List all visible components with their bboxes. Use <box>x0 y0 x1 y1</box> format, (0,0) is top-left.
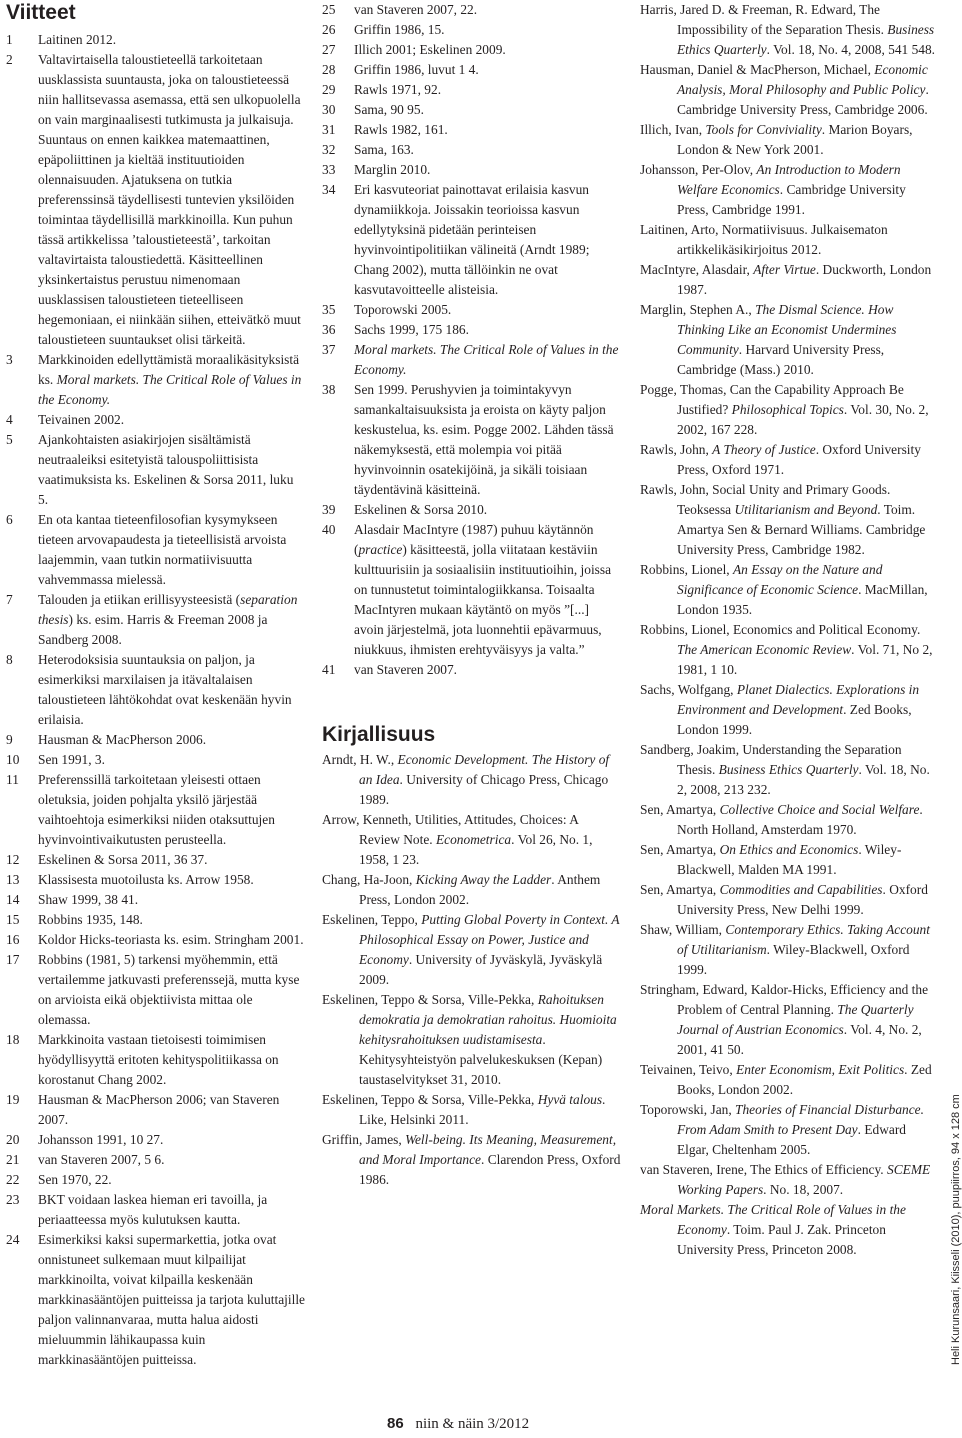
reference-item <box>640 260 940 300</box>
note-number: 17 <box>6 952 20 967</box>
text-run: Valtavirtaisella taloustieteellä tarkoitetaan uusklassista suuntausta, joka on taloustieteessä niin hallitsevassa asemassa, että sen ulkopuolella on vain marginaalisesti tutkimusta ja julkaisuja. Suuntaus on ennen kaikkea matemaattinen, epäpoliittinen ja kieltää instituutioiden olennaisuuden. Ajatuksena on tutkia preferenssinsä täydellisesti tuntevien yksilöiden toimintaa täydellisillä markkinoilla. Kun puhun tässä artikkelissa ’taloustieteestä’, tarkoitan valtavirtaista taloustiedettä. Käsitteellinen yksinkertaistus perustuu nimenomaan uusklassisen taloustieteen tieteelliseen hegemoniaan, ei niinkään siihen, etteivätkö muut taloustieteen suuntaukset olisi tärkeitä. <box>38 52 301 347</box>
italic-text: Business Ethics Quarterly <box>718 762 859 777</box>
text-run: Johansson, Per-Olov, <box>640 162 757 177</box>
note-number: 38 <box>322 382 336 397</box>
note-item <box>322 520 622 660</box>
reference-item <box>640 120 940 160</box>
text-run: Shaw 1999, 38 41. <box>38 892 139 907</box>
reference-item <box>640 220 940 260</box>
note-item <box>322 20 622 40</box>
note-item <box>322 80 622 100</box>
note-item <box>322 300 622 320</box>
note-number: 25 <box>322 2 336 17</box>
italic-text: Econometrica <box>435 832 512 847</box>
note-text <box>38 590 306 650</box>
note-item <box>322 320 622 340</box>
note-text <box>38 1230 306 1370</box>
reference-item <box>640 160 940 220</box>
text-run: . Duckworth, London 1987. <box>677 262 932 297</box>
note-number: 12 <box>6 852 20 867</box>
reference-item <box>640 840 940 880</box>
note-text <box>38 730 306 750</box>
journal-issue: niin & näin 3/2012 <box>415 1416 530 1432</box>
text-run: Marglin 2010. <box>354 162 431 177</box>
text-run: ) ks. esim. Harris & Freeman 2008 ja Sandberg 2008. <box>38 612 268 647</box>
text-run: Toporowski, Jan, <box>640 1102 736 1117</box>
text-run: Shaw, William, <box>640 922 726 937</box>
reference-item <box>640 1200 940 1260</box>
italic-text: Economic Analysis, Moral Philosophy and Public Policy <box>677 62 928 97</box>
reference-item <box>322 810 622 870</box>
text-run: Pogge, Thomas, Can the Capability Approach Be Justified? <box>640 382 904 417</box>
note-number: 2 <box>6 52 13 67</box>
text-run: Sen, Amartya, <box>640 802 720 817</box>
note-item <box>6 770 306 850</box>
text-run: Heterodoksisia suuntauksia on paljon, ja esimerkiksi marxilaisen ja itävaltalaisen taloustieteen lähtökohdat ovat keskenään hyvin erilaisia. <box>38 652 292 727</box>
text-run: Eskelinen, Teppo & Sorsa, Ville-Pekka, <box>322 1092 538 1107</box>
note-item <box>6 1090 306 1130</box>
italic-text: Tools for Conviviality <box>705 122 822 137</box>
references-column <box>640 0 940 1260</box>
image-credit: Heli Kurunsaari, Kiisseli (2010), puupiirros, 94 x 128 cm <box>950 1094 962 1365</box>
page-footer <box>387 1415 529 1433</box>
note-text <box>354 300 622 320</box>
note-item <box>6 730 306 750</box>
text-run: van Staveren 2007. <box>354 662 458 677</box>
text-run: . Zed Books, London 2002. <box>677 1062 932 1097</box>
note-item <box>6 1130 306 1150</box>
italic-text: Moral Markets. The Critical Role of Values in the Economy <box>640 1202 906 1237</box>
note-item <box>322 380 622 500</box>
note-number: 18 <box>6 1032 20 1047</box>
notes-heading: Viitteet <box>6 1 76 24</box>
note-number: 37 <box>322 342 336 357</box>
note-item <box>6 1030 306 1090</box>
note-item <box>322 40 622 60</box>
text-run: van Staveren 2007, 22. <box>354 2 478 17</box>
text-run: Ajankohtaisten asiakirjojen sisältämistä neutraaleiksi esitetyistä talouspoliittisista vaatimuksista ks. Eskelinen & Sorsa 2011, luku 5. <box>38 432 294 507</box>
text-run: Sen, Amartya, <box>640 882 720 897</box>
text-run: . Wiley-Blackwell, Oxford 1999. <box>677 942 910 977</box>
italic-text: An Essay on the Nature and Significance of Economic Science <box>677 562 883 597</box>
note-item <box>6 890 306 910</box>
notes-list-2 <box>322 0 622 680</box>
note-text <box>38 950 306 1030</box>
text-run: Eri kasvuteoriat painottavat erilaisia kasvun dynamiikkoja. Joissakin teorioissa kasvun edellytyksinä pidetään perinteisen hyvinvointipolitiikan välineitä (Arndt 1989; Chang 2002), mutta tällöinkin ne ovat kasvutavoitteelle alisteisia. <box>354 182 590 297</box>
text-run: . Vol 26, No. 1, 1958, 1 23. <box>359 832 593 867</box>
references-list-1 <box>322 750 622 1190</box>
text-run: . Vol. 71, No 2, 1981, 1 10. <box>677 642 933 677</box>
reference-item <box>640 0 940 60</box>
text-run: Rawls 1971, 92. <box>354 82 442 97</box>
note-number: 10 <box>6 752 20 767</box>
note-number: 7 <box>6 592 13 607</box>
text-run: . Vol. 4, No. 2, 2001, 41 50. <box>677 1022 922 1057</box>
text-run: Laitinen, Arto, Normatiivisuus. Julkaisematon artikkelikäsikirjoitus 2012. <box>640 222 888 257</box>
text-run: Robbins, Lionel, <box>640 562 733 577</box>
note-text <box>354 20 622 40</box>
italic-text: Theories of Financial Disturbance. From Adam Smith to Present Day <box>677 1102 924 1137</box>
text-run: Marglin, Stephen A., <box>640 302 756 317</box>
text-run: Sama, 163. <box>354 142 414 157</box>
note-number: 39 <box>322 502 336 517</box>
note-text <box>38 1170 306 1190</box>
text-run: Teivainen, Teivo, <box>640 1062 737 1077</box>
note-text <box>354 80 622 100</box>
text-run: Koldor Hicks-teoriasta ks. esim. Stringham 2001. <box>38 932 304 947</box>
text-run: . Vol. 18, No. 4, 2008, 541 548. <box>766 42 936 57</box>
note-number: 6 <box>6 512 13 527</box>
note-text <box>354 660 622 680</box>
text-run: . Toim. Amartya Sen & Bernard Williams. Cambridge University Press, Cambridge 1982. <box>677 502 926 557</box>
text-run: Robbins, Lionel, Economics and Political Economy. <box>640 622 921 637</box>
note-item <box>6 750 306 770</box>
note-number: 35 <box>322 302 336 317</box>
text-run: van Staveren 2007, 5 6. <box>38 1152 165 1167</box>
italic-text: Collective Choice and Social Welfare <box>719 802 920 817</box>
note-text <box>38 430 306 510</box>
notes-list-1 <box>6 30 306 1370</box>
reference-item <box>640 680 940 740</box>
text-run: . University of Jyväskylä, Jyväskylä 2009. <box>359 952 603 987</box>
note-number: 9 <box>6 732 13 747</box>
text-run: Eskelinen, Teppo, <box>322 912 422 927</box>
note-number: 15 <box>6 912 20 927</box>
note-number: 28 <box>322 62 336 77</box>
note-item <box>6 650 306 730</box>
text-run: . Harvard University Press, Cambridge (Mass.) 2010. <box>677 342 885 377</box>
italic-text: separation thesis <box>38 592 298 627</box>
text-run: Hausman & MacPherson 2006. <box>38 732 207 747</box>
note-item <box>6 910 306 930</box>
note-text <box>354 340 622 380</box>
note-text <box>38 870 306 890</box>
text-run: . Like, Helsinki 2011. <box>359 1092 606 1127</box>
note-text <box>354 320 622 340</box>
note-number: 16 <box>6 932 20 947</box>
note-text <box>38 910 306 930</box>
note-number: 27 <box>322 42 336 57</box>
reference-item <box>640 980 940 1060</box>
text-run: Markkinoiden edellyttämistä moraalikäsityksistä ks. <box>38 352 300 387</box>
text-run: Hausman, Daniel & MacPherson, Michael, <box>640 62 875 77</box>
note-item <box>6 1150 306 1170</box>
italic-text: Planet Dialectics. Explorations in Environment and Development <box>677 682 920 717</box>
reference-item <box>322 1090 622 1130</box>
reference-item <box>640 1100 940 1160</box>
reference-item <box>640 1060 940 1100</box>
note-item <box>322 660 622 680</box>
note-number: 32 <box>322 142 336 157</box>
note-item <box>322 160 622 180</box>
text-run: . Clarendon Press, Oxford 1986. <box>359 1152 621 1187</box>
note-item <box>6 870 306 890</box>
text-run: Sen 1991, 3. <box>38 752 105 767</box>
text-run: . Kehitysyhteistyön palvelukeskuksen (Kepan) taustaselvitykset 31, 2010. <box>359 1032 603 1087</box>
text-run: Illich 2001; Eskelinen 2009. <box>354 42 506 57</box>
note-item <box>6 950 306 1030</box>
text-run: Rawls 1982, 161. <box>354 122 448 137</box>
italic-text: On Ethics and Economics <box>719 842 859 857</box>
text-run: ) käsitteestä, jolla viitataan kestäviin kulttuurisiin ja sosiaalisiin instituutioihin, joissa on tunnustetut toimintalogiikkansa. Toisaalta MacIntyren mukaan käytäntö on myös ”[...] avoin järjestelmä, jota luonnehtii epävarmuus, niukkuus, ihmisten erehtyväisyys ja valta.” <box>354 542 612 657</box>
text-run: Klassisesta muotoilusta ks. Arrow 1958. <box>38 872 254 887</box>
text-run: Hausman & MacPherson 2006; van Staveren 2007. <box>38 1092 280 1127</box>
text-run: . Oxford University Press, New Delhi 1999. <box>677 882 928 917</box>
note-text <box>354 140 622 160</box>
note-number: 40 <box>322 522 336 537</box>
note-number: 19 <box>6 1092 20 1107</box>
note-item <box>322 100 622 120</box>
text-run: Arrow, Kenneth, Utilities, Attitudes, Choices: A Review Note. <box>322 812 579 847</box>
italic-text: Utilitarianism and Beyond <box>734 502 878 517</box>
text-run: En ota kantaa tieteenfilosofian kysymykseen tieteen arvovapaudesta ja tieteellisistä arvoista laajemmin, vaan tutkin normatiivisuutta vahvemmassa mielessä. <box>38 512 287 587</box>
text-run: Sama, 90 95. <box>354 102 424 117</box>
italic-text: Rahoituksen demokratia ja demokratian rahoitus. Huomioita kehitysrahoituksen uudistamisesta <box>359 992 617 1047</box>
note-text <box>38 890 306 910</box>
italic-text: Moral markets. The Critical Role of Values in the Economy. <box>38 372 302 407</box>
reference-item <box>322 910 622 990</box>
note-number: 14 <box>6 892 20 907</box>
note-number: 24 <box>6 1232 20 1247</box>
references-list-2 <box>640 0 940 1260</box>
note-item <box>6 1190 306 1230</box>
text-run: Sen 1970, 22. <box>38 1172 112 1187</box>
text-run: . University of Chicago Press, Chicago 1989. <box>359 772 609 807</box>
text-run: . Wiley-Blackwell, Malden MA 1991. <box>677 842 902 877</box>
reference-item <box>322 750 622 810</box>
text-run: Chang, Ha-Joon, <box>322 872 416 887</box>
note-number: 5 <box>6 432 13 447</box>
italic-text: Contemporary Ethics. Taking Account of Utilitarianism <box>677 922 930 957</box>
note-text <box>38 1150 306 1170</box>
italic-text: Philosophical Topics <box>731 402 844 417</box>
note-item <box>6 50 306 350</box>
note-text <box>38 1090 306 1130</box>
reference-item <box>322 870 622 910</box>
text-run: . No. 18, 2007. <box>763 1182 844 1197</box>
note-number: 4 <box>6 412 13 427</box>
italic-text: Economic Development. The History of an Idea <box>359 752 610 787</box>
note-number: 26 <box>322 22 336 37</box>
text-run: Markkinoita vastaan tietoisesti toimimisen hyödyllisyyttä eritoten kehityspolitiikassa on korostanut Chang 2002. <box>38 1032 279 1087</box>
note-number: 36 <box>322 322 336 337</box>
text-run: Rawls, John, <box>640 442 713 457</box>
bibliography-heading: Kirjallisuus <box>322 723 436 746</box>
reference-item <box>640 620 940 680</box>
note-item <box>322 60 622 80</box>
reference-item <box>640 60 940 120</box>
note-number: 29 <box>322 82 336 97</box>
note-item <box>6 1230 306 1370</box>
reference-item <box>640 880 940 920</box>
note-number: 41 <box>322 662 336 677</box>
reference-item <box>640 480 940 560</box>
text-run: . Zed Books, London 1999. <box>677 702 912 737</box>
text-run: . Oxford University Press, Oxford 1971. <box>677 442 921 477</box>
notes-column-2 <box>322 0 622 1190</box>
text-run: Sen 1999. Perushyvien ja toimintakyvyn samankaltaisuuksista ja eroista on käyty paljon keskustelua, ks. esim. Pogge 2002. Lähden tässä näkemyksestä, että molempia voi pitää hyvinvoinnin osatekijöinä, ja sikäli toisiaan täydentävinä käsitteinä. <box>354 382 614 497</box>
italic-text: Moral markets. The Critical Role of Values in the Economy. <box>354 342 619 377</box>
reference-item <box>640 1160 940 1200</box>
note-text <box>354 60 622 80</box>
italic-text: Enter Economism, Exit Politics <box>736 1062 905 1077</box>
reference-item <box>640 440 940 480</box>
reference-item <box>322 1130 622 1190</box>
text-run: . Vol. 30, No. 2, 2002, 167 228. <box>677 402 929 437</box>
reference-item <box>640 800 940 840</box>
italic-text: After Virtue <box>753 262 816 277</box>
note-text <box>38 850 306 870</box>
note-number: 34 <box>322 182 336 197</box>
note-item <box>6 30 306 50</box>
italic-text: practice <box>358 542 403 557</box>
note-text <box>38 410 306 430</box>
note-item <box>6 850 306 870</box>
note-text <box>38 50 306 350</box>
text-run: Arndt, H. W., <box>322 752 398 767</box>
text-run: Esimerkiksi kaksi supermarkettia, jotka ovat onnistuneet sulkemaan muut kilpailijat markkinoilta, voivat kilpailla keskenään markkinasääntöjen puitteissa ja tarjota kuluttajille paljon valinnanvaraa, mutta halua aidosti mieluummin lähikaupassa kuin markkinasääntöjen puitteissa. <box>38 1232 305 1367</box>
text-run: Robbins 1935, 148. <box>38 912 143 927</box>
note-text <box>354 120 622 140</box>
note-text <box>38 1190 306 1230</box>
text-run: . Toim. Paul J. Zak. Princeton University Press, Princeton 2008. <box>677 1222 886 1257</box>
text-run: Sachs 1999, 175 186. <box>354 322 469 337</box>
italic-text: Kicking Away the Ladder <box>415 872 552 887</box>
text-run: Laitinen 2012. <box>38 32 117 47</box>
note-text <box>354 0 622 20</box>
text-run: Illich, Ivan, <box>640 122 706 137</box>
note-number: 20 <box>6 1132 20 1147</box>
text-run: Sandberg, Joakim, Understanding the Separation Thesis. <box>640 742 902 777</box>
note-text <box>354 100 622 120</box>
text-run: Eskelinen & Sorsa 2011, 36 37. <box>38 852 208 867</box>
note-item <box>322 140 622 160</box>
note-text <box>38 1030 306 1090</box>
note-number: 31 <box>322 122 336 137</box>
notes-column-1 <box>6 0 306 1370</box>
text-run: Harris, Jared D. & Freeman, R. Edward, The Impossibility of the Separation Thesis. <box>640 2 888 37</box>
text-run: . Edward Elgar, Cheltenham 2005. <box>677 1122 906 1157</box>
italic-text: Putting Global Poverty in Context. A Philosophical Essay on Power, Justice and Economy <box>359 912 620 967</box>
note-text <box>38 930 306 950</box>
note-number: 1 <box>6 32 13 47</box>
text-run: Sachs, Wolfgang, <box>640 682 737 697</box>
reference-item <box>640 920 940 980</box>
note-text <box>354 380 622 500</box>
reference-item <box>640 380 940 440</box>
note-text <box>38 650 306 730</box>
note-number: 13 <box>6 872 20 887</box>
text-run: van Staveren, Irene, The Ethics of Efficiency. <box>640 1162 888 1177</box>
note-text <box>38 30 306 50</box>
text-run: . Cambridge University Press, Cambridge 2006. <box>677 82 929 117</box>
note-number: 22 <box>6 1172 20 1187</box>
note-text <box>38 750 306 770</box>
note-item <box>322 120 622 140</box>
note-item <box>6 510 306 590</box>
note-item <box>6 350 306 410</box>
text-run: . MacMillan, London 1935. <box>677 582 928 617</box>
text-run: Robbins (1981, 5) tarkensi myöhemmin, että vertailemme jatkuvasti preferenssejä, mutta kyse on arvioista eikä objektiivista mittaa ole olemassa. <box>38 952 300 1027</box>
text-run: Teivainen 2002. <box>38 412 125 427</box>
text-run: BKT voidaan laskea hieman eri tavoilla, ja periaatteessa myös kulutuksen kautta. <box>38 1192 268 1227</box>
note-text <box>354 520 622 660</box>
text-run: Griffin 1986, luvut 1 4. <box>354 62 479 77</box>
text-run: . Vol. 18, No. 2, 2008, 213 232. <box>677 762 930 797</box>
italic-text: Commodities and Capabilities <box>719 882 883 897</box>
page-number: 86 <box>387 1415 404 1432</box>
text-run: Eskelinen & Sorsa 2010. <box>354 502 488 517</box>
text-run: Talouden ja etiikan erillisyysteesistä ( <box>38 592 241 607</box>
note-item <box>322 500 622 520</box>
text-run: . Cambridge University Press, Cambridge 1991. <box>677 182 906 217</box>
note-number: 11 <box>6 772 19 787</box>
note-text <box>354 160 622 180</box>
text-run: Johansson 1991, 10 27. <box>38 1132 164 1147</box>
note-text <box>38 770 306 850</box>
note-item <box>322 0 622 20</box>
italic-text: The Dismal Science. How Thinking Like an Economist Undermines Community <box>677 302 897 357</box>
text-run: . Marion Boyars, London & New York 2001. <box>677 122 913 157</box>
text-run: Griffin, James, <box>322 1132 406 1147</box>
note-number: 3 <box>6 352 13 367</box>
note-text <box>38 1130 306 1150</box>
note-text <box>354 40 622 60</box>
text-run: Preferenssillä tarkoitetaan yleisesti ottaen oletuksia, joiden pohjalta yksilö järjestää vaihtoehtoja esimerkiksi niiden otaksuttujen hyvinvointivaikutusten perusteella. <box>38 772 275 847</box>
italic-text: Business Ethics Quarterly <box>677 22 935 57</box>
note-text <box>38 510 306 590</box>
italic-text: Hyvä talous <box>537 1092 603 1107</box>
text-run: . North Holland, Amsterdam 1970. <box>677 802 923 837</box>
note-item <box>6 430 306 510</box>
text-run: Rawls, John, Social Unity and Primary Goods. Teoksessa <box>640 482 891 517</box>
text-run: Toporowski 2005. <box>354 302 452 317</box>
text-run: MacIntyre, Alasdair, <box>640 262 754 277</box>
text-run: . Anthem Press, London 2002. <box>359 872 601 907</box>
text-run: Eskelinen, Teppo & Sorsa, Ville-Pekka, <box>322 992 538 1007</box>
note-number: 21 <box>6 1152 20 1167</box>
reference-item <box>322 990 622 1090</box>
note-item <box>6 930 306 950</box>
note-number: 8 <box>6 652 13 667</box>
note-number: 30 <box>322 102 336 117</box>
italic-text: Well-being. Its Meaning, Measurement, and Moral Importance <box>359 1132 617 1167</box>
reference-item <box>640 740 940 800</box>
text-run: Alasdair MacIntyre (1987) puhuu käytännön ( <box>354 522 594 557</box>
note-item <box>6 590 306 650</box>
italic-text: The American Economic Review <box>677 642 852 657</box>
note-number: 23 <box>6 1192 20 1207</box>
note-text <box>38 350 306 410</box>
note-text <box>354 500 622 520</box>
text-run: Stringham, Edward, Kaldor-Hicks, Efficiency and the Problem of Central Planning. <box>640 982 929 1017</box>
note-item <box>6 1170 306 1190</box>
italic-text: An Introduction to Modern Welfare Economics <box>677 162 901 197</box>
italic-text: SCEME Working Papers <box>677 1162 931 1197</box>
text-run: Griffin 1986, 15. <box>354 22 445 37</box>
note-item <box>322 180 622 300</box>
text-run: Sen, Amartya, <box>640 842 720 857</box>
italic-text: The Quarterly Journal of Austrian Economics <box>677 1002 914 1037</box>
reference-item <box>640 300 940 380</box>
italic-text: A Theory of Justice <box>712 442 816 457</box>
note-item <box>6 410 306 430</box>
note-item <box>322 340 622 380</box>
note-number: 33 <box>322 162 336 177</box>
reference-item <box>640 560 940 620</box>
note-text <box>354 180 622 300</box>
